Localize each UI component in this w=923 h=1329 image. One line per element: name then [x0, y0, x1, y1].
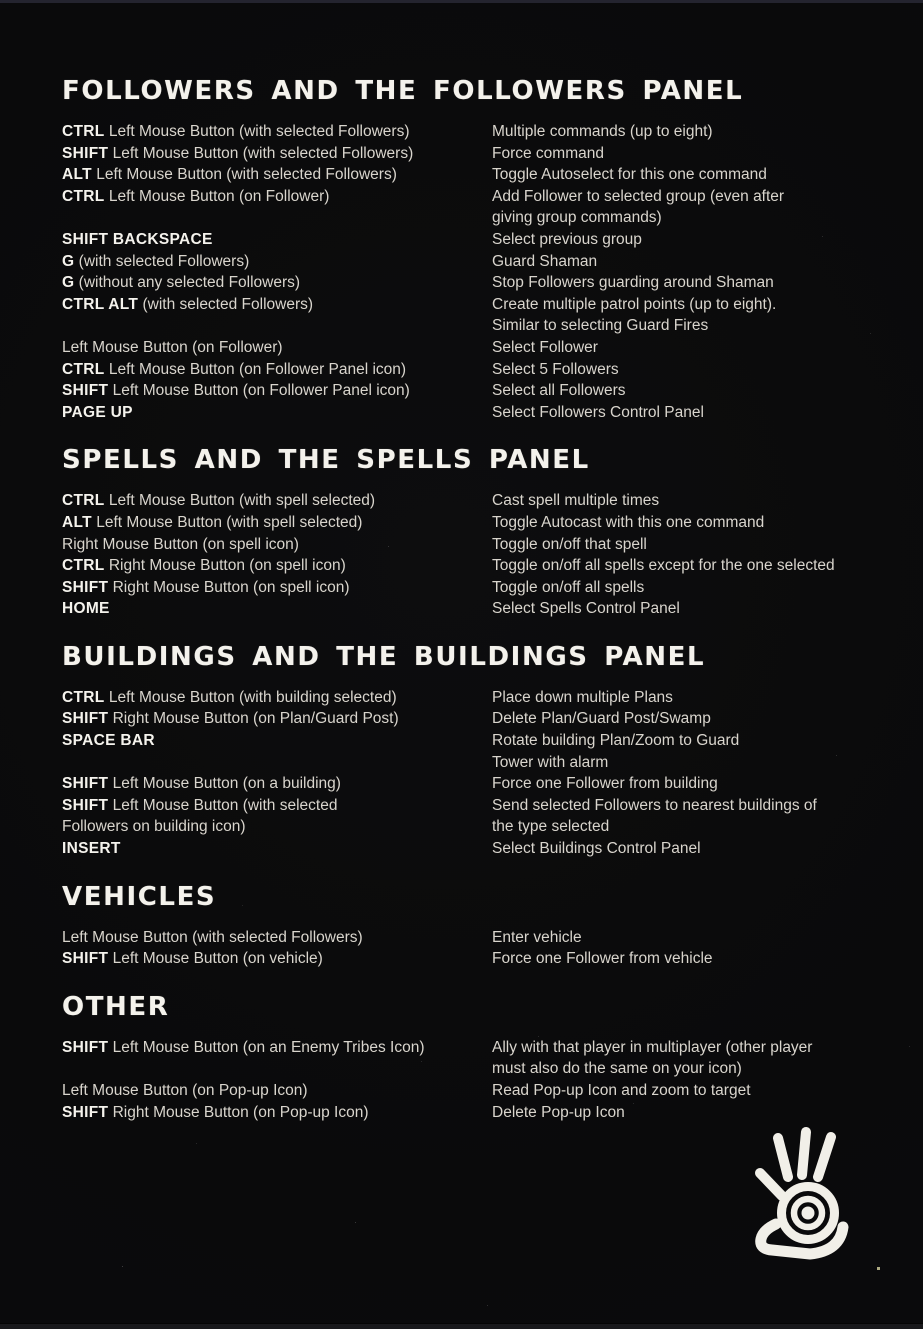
shortcut-row [62, 294, 887, 316]
shortcut-description: must also do the same on your icon) [492, 1060, 742, 1078]
shortcut-text: Left Mouse Button (on Follower) [62, 338, 283, 356]
shortcut-key: SHIFT BACKSPACE [62, 230, 213, 248]
shortcut-rows [62, 687, 887, 860]
shortcut-row [62, 512, 887, 534]
shortcut-text: Right Mouse Button (on spell icon) [108, 557, 346, 575]
shortcut-row [62, 315, 887, 337]
shortcut-key: SHIFT [62, 382, 109, 400]
shortcut-key: SHIFT [62, 796, 109, 814]
shortcut-trigger [62, 490, 492, 512]
shortcut-trigger [62, 708, 492, 730]
shortcut-trigger [62, 251, 492, 273]
shortcut-row [62, 164, 887, 186]
shortcut-text: Left Mouse Button (on vehicle) [112, 950, 323, 968]
shortcut-key: SHIFT [62, 775, 109, 793]
shortcut-description: Toggle on/off all spells except for the one selected [492, 557, 835, 575]
scan-edge-bottom [0, 1323, 923, 1329]
shortcut-trigger [62, 534, 492, 556]
shortcut-description: Similar to selecting Guard Fires [492, 317, 709, 335]
shortcut-row [62, 186, 887, 208]
shortcut-text: Right Mouse Button (on spell icon) [112, 578, 350, 596]
shortcut-row [62, 359, 887, 381]
shortcut-row [62, 1080, 887, 1102]
shortcut-row [62, 380, 887, 402]
section-4 [62, 990, 887, 1123]
shortcut-description: Stop Followers guarding around Shaman [492, 274, 774, 292]
shortcut-key: G [62, 274, 75, 292]
shortcut-text: (with selected Followers) [78, 252, 250, 270]
shortcut-key: CTRL [62, 187, 105, 205]
shortcut-description: the type selected [492, 818, 610, 836]
shortcut-text: Left Mouse Button (on a building) [112, 775, 341, 793]
shortcut-key: PAGE UP [62, 403, 133, 421]
shortcut-rows [62, 490, 887, 620]
shortcut-text: Right Mouse Button (on Pop-up Icon) [112, 1103, 369, 1121]
shortcut-key: INSERT [62, 840, 121, 858]
shortcut-row [62, 1037, 887, 1059]
shortcut-description: Send selected Followers to nearest buildings of [492, 796, 817, 814]
shortcut-row [62, 490, 887, 512]
shortcut-key: ALT [62, 166, 92, 184]
shortcut-trigger [62, 816, 492, 838]
shortcut-description: Force one Follower from vehicle [492, 950, 713, 968]
shortcut-description: Delete Pop-up Icon [492, 1103, 625, 1121]
shortcut-row [62, 948, 887, 970]
shortcut-sections [62, 74, 887, 1123]
shortcut-trigger [62, 948, 492, 970]
shortcut-description: Select Follower [492, 338, 598, 356]
shortcut-row [62, 229, 887, 251]
shortcut-row [62, 251, 887, 273]
shortcut-description: Force one Follower from building [492, 775, 718, 793]
shortcut-row [62, 207, 887, 229]
shortcut-trigger [62, 598, 492, 620]
shortcut-description: Force command [492, 144, 604, 162]
shortcut-key: ALT [62, 513, 92, 531]
shortcut-key: G [62, 252, 75, 270]
shortcut-key: SHIFT [62, 578, 109, 596]
shortcut-trigger [62, 577, 492, 599]
shortcut-trigger [62, 186, 492, 208]
shortcut-description: Enter vehicle [492, 928, 582, 946]
shortcut-description: giving group commands) [492, 209, 662, 227]
shortcut-description: Guard Shaman [492, 252, 598, 270]
shortcut-key: SHIFT [62, 710, 109, 728]
shortcut-description: Rotate building Plan/Zoom to Guard [492, 732, 740, 750]
shortcut-description: Select 5 Followers [492, 360, 619, 378]
shortcut-row [62, 272, 887, 294]
shortcut-text: Left Mouse Button (with selected [112, 796, 338, 814]
shortcut-text: (without any selected Followers) [78, 274, 301, 292]
shortcut-row [62, 534, 887, 556]
shortcut-description: Read Pop-up Icon and zoom to target [492, 1082, 751, 1099]
shortcut-description: Ally with that player in multiplayer (other player [492, 1038, 813, 1056]
shortcut-row [62, 795, 887, 817]
shortcut-row [62, 598, 887, 620]
shortcut-text: Left Mouse Button (on an Enemy Tribes Icon) [112, 1038, 425, 1056]
shortcut-description: Select all Followers [492, 382, 626, 400]
shortcut-text: Right Mouse Button (on spell icon) [62, 535, 299, 553]
shortcut-text: Left Mouse Button (with spell selected) [96, 513, 363, 531]
shortcut-description: Multiple commands (up to eight) [492, 123, 713, 140]
shortcut-trigger [62, 402, 492, 424]
shortcut-text: Left Mouse Button (on Follower Panel icon) [112, 382, 410, 400]
shortcut-trigger [62, 143, 492, 165]
section-3 [62, 880, 887, 970]
shortcut-row [62, 816, 887, 838]
shortcut-description: Select Followers Control Panel [492, 403, 704, 421]
shortcut-key: SHIFT [62, 950, 109, 968]
shortcut-description: Add Follower to selected group (even after [492, 187, 785, 205]
section-title: FOLLOWERS AND THE FOLLOWERS PANEL [62, 76, 744, 106]
shortcut-trigger [62, 927, 492, 949]
shortcut-rows [62, 927, 887, 970]
shortcut-text: Left Mouse Button (with selected Followers) [108, 123, 410, 140]
section-title: SPELLS AND THE SPELLS PANEL [62, 445, 590, 476]
shortcut-key: HOME [62, 600, 110, 618]
section-title: VEHICLES [62, 881, 217, 912]
shortcut-key: SHIFT [62, 144, 109, 162]
section-0 [62, 74, 887, 423]
shortcut-trigger [62, 838, 492, 860]
shortcut-row [62, 143, 887, 165]
shortcut-row [62, 402, 887, 424]
shortcut-trigger [62, 1037, 492, 1059]
shortcut-row [62, 1058, 887, 1080]
shortcut-description: Create multiple patrol points (up to eight). [492, 295, 777, 313]
shortcut-text: Right Mouse Button (on Plan/Guard Post) [112, 710, 399, 728]
shortcut-text: Left Mouse Button (with selected Followers) [96, 166, 397, 184]
scan-edge-top [0, 0, 923, 3]
shortcut-trigger [62, 164, 492, 186]
shortcut-row [62, 577, 887, 599]
section-1 [62, 443, 887, 620]
shortcut-key: SHIFT [62, 1038, 109, 1056]
shortcut-description: Select Spells Control Panel [492, 600, 680, 618]
shortcut-rows [62, 121, 887, 423]
shortcut-trigger [62, 730, 492, 752]
shortcut-key: CTRL [62, 360, 105, 378]
shortcut-text: Left Mouse Button (with selected Followers) [62, 928, 363, 946]
shortcut-trigger [62, 272, 492, 294]
shortcut-key: SHIFT [62, 1103, 109, 1121]
shortcut-trigger [62, 1080, 492, 1102]
shortcut-text: Left Mouse Button (on Follower Panel icon) [108, 360, 407, 378]
shortcut-description: Toggle on/off all spells [492, 578, 645, 596]
shortcut-row [62, 730, 887, 752]
shortcut-row [62, 773, 887, 795]
shortcut-key: CTRL [62, 123, 105, 140]
shortcut-key: CTRL [62, 492, 105, 510]
shortcut-key: SPACE BAR [62, 732, 155, 750]
shortcut-description: Place down multiple Plans [492, 688, 673, 706]
section-2 [62, 640, 887, 860]
shortcut-trigger [62, 121, 492, 143]
shortcut-row [62, 121, 887, 143]
shortcut-description: Toggle Autoselect for this one command [492, 166, 767, 184]
shortcut-row [62, 708, 887, 730]
shortcut-description: Cast spell multiple times [492, 492, 660, 510]
shortcut-trigger [62, 229, 492, 251]
shortcut-trigger [62, 380, 492, 402]
scan-dust [0, 0, 1, 1]
shortcut-row [62, 1102, 887, 1124]
shortcut-description: Toggle on/off that spell [492, 535, 647, 553]
shortcut-text: Left Mouse Button (on Follower) [108, 187, 330, 205]
shortcut-key: CTRL [62, 557, 105, 575]
shortcut-trigger [62, 359, 492, 381]
shortcut-text: Followers on building icon) [62, 818, 246, 836]
shortcut-trigger [62, 795, 492, 817]
shortcut-row [62, 927, 887, 949]
shortcut-trigger [62, 687, 492, 709]
shortcut-description: Toggle Autocast with this one command [492, 513, 765, 531]
tribal-hand-spiral-icon [746, 1122, 866, 1264]
shortcut-row [62, 687, 887, 709]
shortcut-row [62, 337, 887, 359]
shortcut-text: Left Mouse Button (with selected Followers) [112, 144, 414, 162]
shortcut-key: CTRL ALT [62, 295, 139, 313]
shortcut-description: Tower with alarm [492, 753, 609, 771]
shortcut-description: Delete Plan/Guard Post/Swamp [492, 710, 711, 728]
shortcut-row [62, 555, 887, 577]
shortcut-row [62, 838, 887, 860]
shortcut-text: Left Mouse Button (on Pop-up Icon) [62, 1082, 308, 1099]
shortcut-trigger [62, 512, 492, 534]
shortcut-trigger [62, 1102, 492, 1124]
shortcut-description: Select Buildings Control Panel [492, 840, 701, 858]
shortcut-text: Left Mouse Button (with building selected) [108, 688, 397, 706]
shortcut-rows [62, 1037, 887, 1123]
shortcut-row [62, 752, 887, 774]
shortcut-description: Select previous group [492, 230, 642, 248]
shortcut-trigger [62, 294, 492, 316]
shortcut-trigger [62, 555, 492, 577]
section-title: OTHER [62, 991, 170, 1022]
shortcut-key: CTRL [62, 688, 105, 706]
shortcut-trigger [62, 773, 492, 795]
section-title: BUILDINGS AND THE BUILDINGS PANEL [62, 641, 706, 672]
shortcut-text: (with selected Followers) [142, 295, 314, 313]
shortcut-text: Left Mouse Button (with spell selected) [108, 492, 376, 510]
shortcut-trigger [62, 337, 492, 359]
